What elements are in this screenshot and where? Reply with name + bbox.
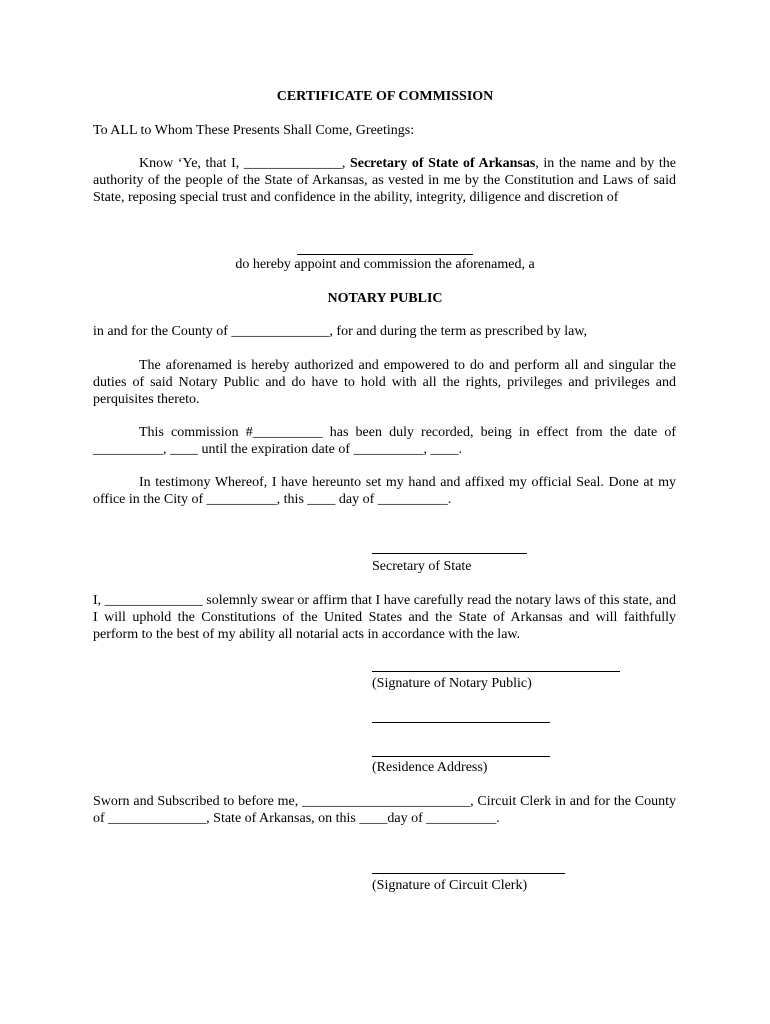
secretary-signature-line [372,553,527,554]
notary-heading: NOTARY PUBLIC [327,291,443,306]
residence-address-label: (Residence Address) [372,760,488,775]
clerk-signature-line [372,873,565,874]
address-line-1 [372,722,550,723]
greeting-line: To ALL to Whom These Presents Shall Come, Greetings: [93,123,415,138]
appointment-intro: Know ‘Ye, that I, ______________, [139,156,350,171]
appoint-text: do hereby appoint and commission the aforenamed, a [235,257,535,272]
address-line-2 [372,756,550,757]
secretary-title: Secretary of State of Arkansas [349,156,536,171]
commission-paragraph: This commission #__________ has been duly recorded, being in effect from the date of __________, ____ until the expiration date of __________, ____. [93,425,676,457]
authority-paragraph: The aforenamed is hereby authorized and empowered to do and perform all and singular the duties of said Notary Public and do have to hold with all the rights, privileges and privileges and perquisites thereto. [93,358,676,407]
notary-signature-line [372,671,620,672]
county-line: in and for the County of ______________, for and during the term as prescribed by law, [93,324,588,339]
appointment-paragraph [93,155,676,206]
appointee-name-line [297,254,473,255]
secretary-signature-label: Secretary of State [372,559,472,574]
testimony-paragraph: In testimony Whereof, I have hereunto set my hand and affixed my official Seal. Done at my office in the City of __________, this ____ day of __________. [93,475,676,507]
document-title: CERTIFICATE OF COMMISSION [276,89,494,104]
sworn-paragraph: Sworn and Subscribed to before me, ________________________, Circuit Clerk in and for the County of ______________, State of Arkansas, on this ____day of __________. [93,794,676,826]
clerk-signature-label: (Signature of Circuit Clerk) [372,878,528,893]
oath-paragraph: I, ______________ solemnly swear or affirm that I have carefully read the notary laws of this state, and I will uphold the Constitutions of the United States and the State of Arkansas and will faithfully perform to the best of my ability all notarial acts in accordance with the law. [93,593,676,642]
appointment-body: , in the name and by the authority of the people of the State of Arkansas, as vested in me by the Constitution and Laws of said State, reposing special trust and confidence in the ability, integrity, diligence and discretion of [93,156,676,205]
notary-signature-label: (Signature of Notary Public) [372,676,532,691]
